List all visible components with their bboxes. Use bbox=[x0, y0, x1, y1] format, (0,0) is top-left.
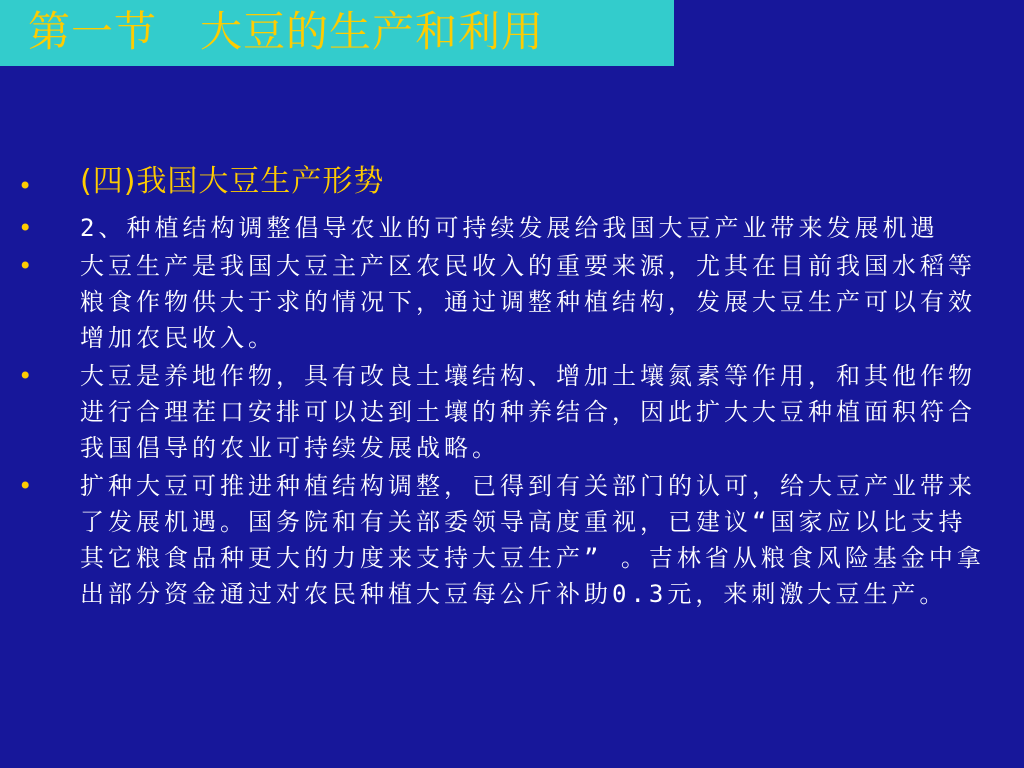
bullet-text: 2、种植结构调整倡导农业的可持续发展给我国大豆产业带来发展机遇 bbox=[80, 214, 939, 242]
bullet-item bbox=[0, 358, 1024, 466]
bullet-list bbox=[0, 160, 1024, 614]
bullet-dot: • bbox=[18, 172, 33, 200]
bullet-text: 大豆是养地作物，具有改良土壤结构、增加土壤氮素等作用，和其他作物进行合理茬口安排可以达到土壤的种养结合，因此扩大大豆种植面积符合我国倡导的农业可持续发展战略。 bbox=[80, 362, 976, 462]
bullet-text: (四)我国大豆生产形势 bbox=[80, 164, 385, 199]
bullet-dot: • bbox=[18, 214, 33, 242]
slide-title: 第一节 大豆的生产和利用 bbox=[28, 7, 545, 56]
bullet-item bbox=[0, 210, 1024, 246]
bullet-dot: • bbox=[18, 252, 33, 280]
bullet-dot: • bbox=[18, 472, 33, 500]
bullet-text: 大豆生产是我国大豆主产区农民收入的重要来源，尤其在目前我国水稻等粮食作物供大于求的情况下，通过调整种植结构，发展大豆生产可以有效增加农民收入。 bbox=[80, 252, 976, 352]
title-bar bbox=[0, 0, 674, 66]
bullet-item-heading bbox=[0, 160, 1024, 204]
bullet-item bbox=[0, 468, 1024, 612]
bullet-dot: • bbox=[18, 362, 33, 390]
bullet-text: 扩种大豆可推进种植结构调整，已得到有关部门的认可，给大豆产业带来了发展机遇。国务院和有关部委领导高度重视，已建议“国家应以比支持其它粮食品种更大的力度来支持大豆生产” 。吉林省从粮食风险基金中拿出部分资金通过对农民种植大豆每公斤补助0.3元，来刺激大豆生产。 bbox=[80, 472, 985, 608]
bullet-item bbox=[0, 248, 1024, 356]
